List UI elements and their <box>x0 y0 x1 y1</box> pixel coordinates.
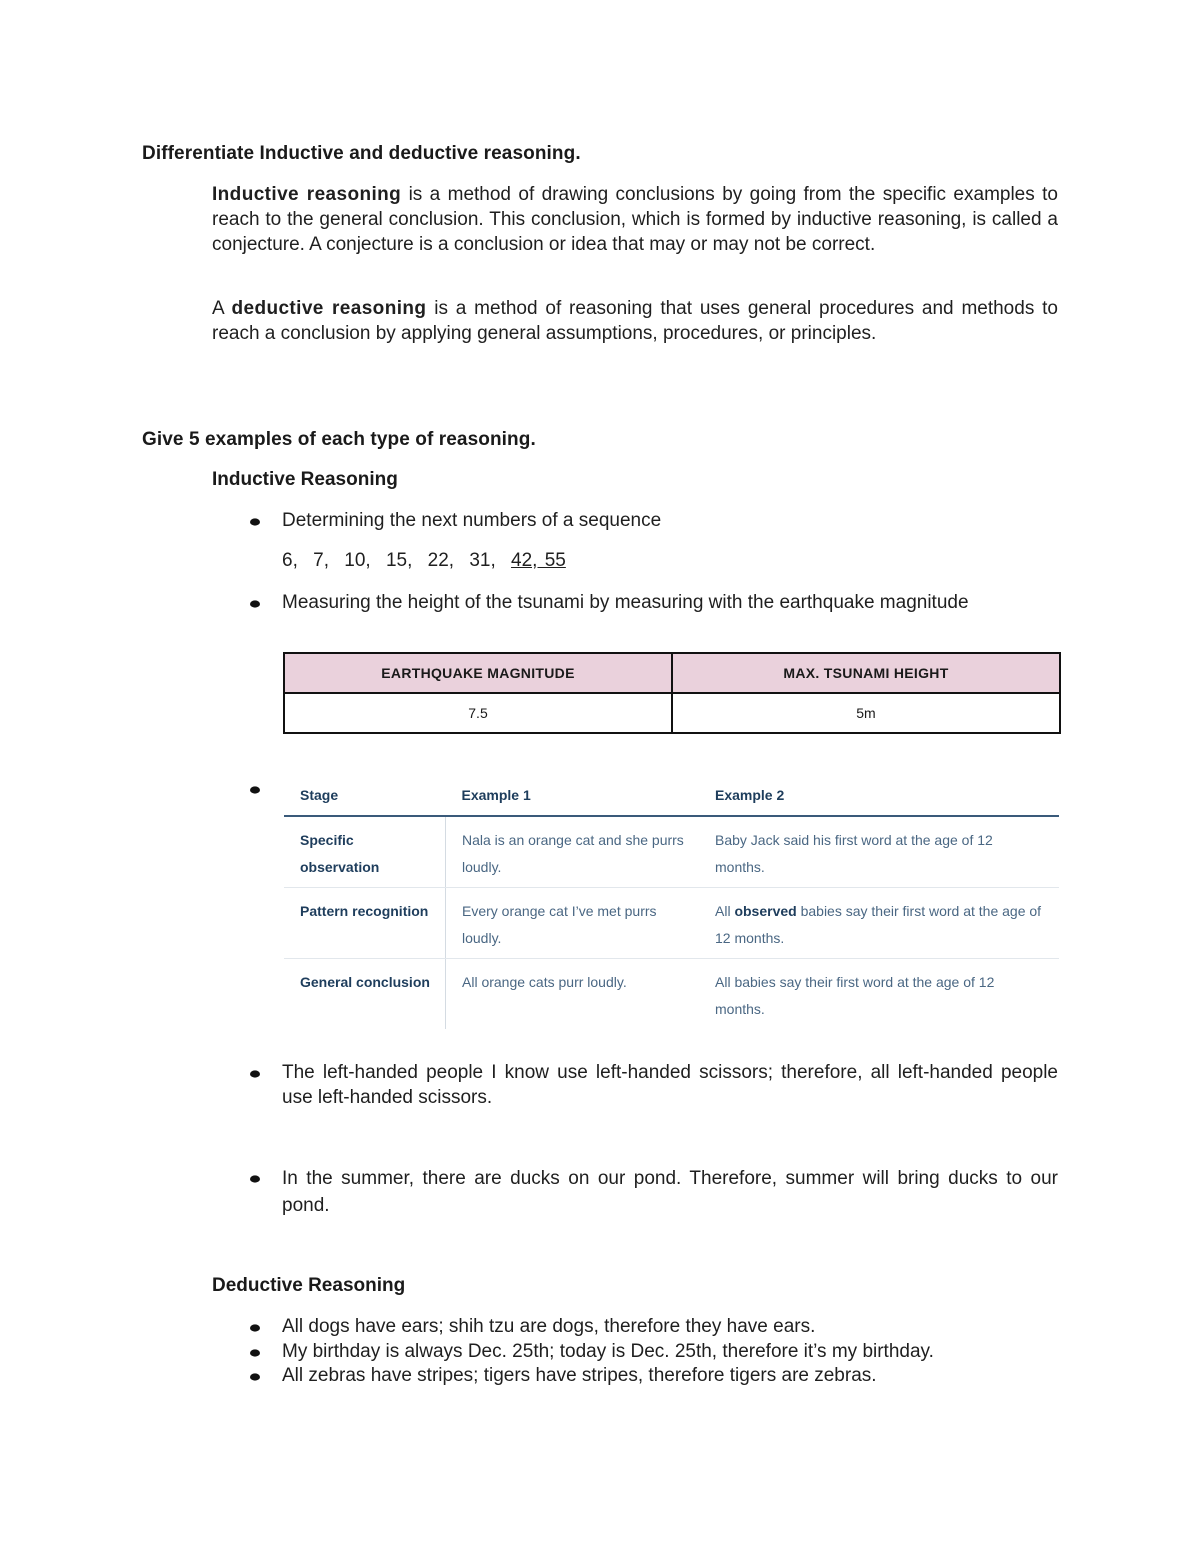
bullet-icon <box>248 1172 262 1186</box>
example-1-cell: Every orange cat I’ve met purrs loudly. <box>446 888 700 959</box>
tsunami-height-value: 5m <box>672 693 1060 733</box>
inductive-example-5: In the summer, there are ducks on our pond. Therefore, summer will bring ducks to our pond. <box>282 1168 1058 1216</box>
inductive-definition <box>212 182 1058 257</box>
example-2-header: Example 2 <box>699 775 1059 816</box>
sequence-answer: 42, 55 <box>511 550 566 571</box>
deductive-example: All zebras have stripes; tigers have stripes, therefore tigers are zebras. <box>282 1365 877 1386</box>
bullet-icon <box>248 1370 262 1384</box>
stage-cell: General conclusion <box>284 959 446 1030</box>
magnitude-table-header <box>284 653 1060 693</box>
inductive-heading: Inductive Reasoning <box>212 469 398 490</box>
table-row <box>284 888 1059 959</box>
example-1-cell: Nala is an orange cat and she purrs loudly. <box>446 816 700 888</box>
cell-emphasis: observed <box>734 903 797 919</box>
inductive-definition-text: is a method of drawing conclusions by going from the specific examples to reach to the general conclusion. This conclusion, which is formed by inductive reasoning, is called a conjecture. A conjecture is a conclusion or idea that may or may not be correct. <box>212 184 1058 255</box>
stage-table-header <box>284 775 1059 816</box>
deductive-example: My birthday is always Dec. 25th; today is Dec. 25th, therefore it’s my birthday. <box>282 1341 934 1362</box>
question-1-heading: Differentiate Inductive and deductive reasoning. <box>142 143 581 164</box>
table-row <box>284 959 1059 1030</box>
reasoning-stages-table <box>284 775 1059 1029</box>
example-2-cell <box>699 888 1059 959</box>
cell-text: All <box>715 903 735 919</box>
stage-header: Stage <box>284 775 446 816</box>
inductive-term: Inductive reasoning <box>212 184 402 205</box>
example-1-cell: All orange cats purr loudly. <box>462 974 627 990</box>
stage-cell: Pattern recognition <box>284 888 446 959</box>
table-row <box>284 816 1059 888</box>
tsunami-height-header: MAX. TSUNAMI HEIGHT <box>672 653 1060 693</box>
inductive-example-2: Measuring the height of the tsunami by measuring with the earthquake magnitude <box>282 592 969 613</box>
stage-cell: Specific observation <box>284 816 446 888</box>
deductive-heading: Deductive Reasoning <box>212 1275 406 1296</box>
deductive-prefix: A <box>212 298 232 319</box>
example-1-header: Example 1 <box>446 775 700 816</box>
bullet-icon <box>248 1346 262 1360</box>
deductive-definition <box>212 296 1058 346</box>
magnitude-header: EARTHQUAKE MAGNITUDE <box>284 653 672 693</box>
deductive-definition-text: is a method of reasoning that uses general procedures and methods to reach a conclusion by applying general assumptions, procedures, or principles. <box>212 298 1058 344</box>
example-2-cell: Baby Jack said his first word at the age of 12 months. <box>699 816 1059 888</box>
inductive-example-1: Determining the next numbers of a sequence <box>282 510 662 531</box>
cell-text: babies say their first word at the age of 12 months. <box>715 903 1042 946</box>
table-row <box>284 693 1060 733</box>
bullet-icon <box>248 1321 262 1335</box>
magnitude-table <box>283 652 1061 734</box>
number-sequence <box>282 550 566 572</box>
bullet-icon <box>248 1067 262 1081</box>
sequence-given: 6, 7, 10, 15, 22, 31, <box>282 550 496 571</box>
example-2-cell: All babies say their first word at the age of 12 months. <box>715 974 995 1017</box>
deductive-example: All dogs have ears; shih tzu are dogs, therefore they have ears. <box>282 1316 816 1337</box>
question-2-heading: Give 5 examples of each type of reasoning. <box>142 429 536 450</box>
magnitude-value: 7.5 <box>284 693 672 733</box>
deductive-term: deductive reasoning <box>231 298 427 319</box>
inductive-example-4: The left-handed people I know use left-handed scissors; therefore, all left-handed people use left-handed scissors. <box>282 1062 1058 1108</box>
bullet-icon <box>248 597 262 611</box>
bullet-icon <box>248 515 262 529</box>
bullet-icon <box>248 783 262 797</box>
